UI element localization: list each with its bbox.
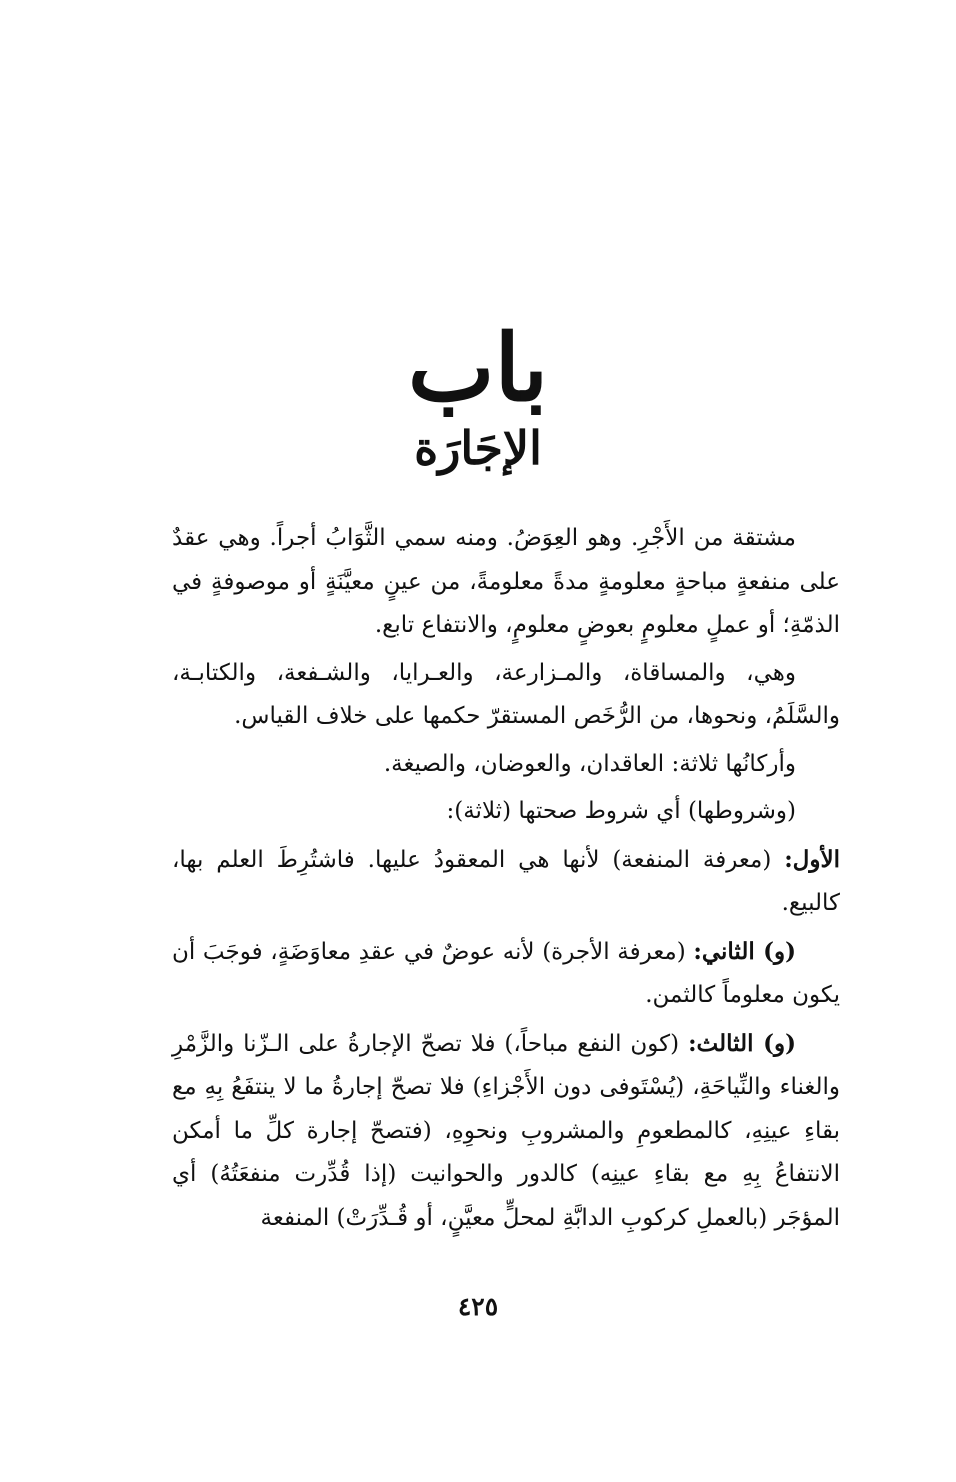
paragraph-lead: (و) الثاني: [693, 937, 796, 965]
paragraph-exceptions [172, 652, 840, 739]
paragraph-text: (كون النفع مباحاً،) فلا تصحّ الإجارةُ على الـزّنا والزَّمْرِ والغناء والنِّياحَةِ، (يُسْتَوفى دون الأَجْزاءِ) فلا تصحّ إجارةُ ما لا ينتفَعُ بِهِ مع بقاءِ عينِهِ، كالمطعومِ والمشروبِ ونحوِهِ، (فتصحّ إجارة كلِّ ما أمكن الانتفاعُ بِهِ مع بقاءِ عينِه) كالدور والحوانيت (إذا قُدِّرت منفعَتُهُ) أي المؤجَر (بالعملِ كركوبِ الدابَّةِ لمحلٍّ معيَّنٍ، أو قُـدِّرَتْ) المنفعة [172, 1030, 840, 1231]
page-number: ٤٢٥ [457, 1292, 499, 1321]
paragraph-conditions [172, 790, 840, 834]
paragraph-text: (وشروطها) أي شروط صحتها (ثلاثة): [446, 798, 796, 824]
paragraph-text: (معرفة الأجرة) لأنه عوضٌ في عقدِ معاوَضَةٍ، فوجَبَ أن يكون معلوماً كالثمن. [172, 938, 840, 1008]
paragraph-text: (معرفة المنفعة) لأنها هي المعقودُ عليها. فاشتُرِطَ العلم بها، كالبيع. [172, 846, 840, 916]
paragraph-condition-second [172, 930, 840, 1018]
paragraph-text: وهي، والمساقاة، والمـزارعة، والعـرايا، والشـفعة، والكتابـة، والسَّلَمُ، ونحوها، من الرُّخَص المستقرّ حكمها على خلاف القياس. [172, 659, 840, 729]
paragraph-text: مشتقة من الأَجْرِ. وهو العِوَضُ. ومنه سمي الثَّوَابُ أجراً. وهي عقدٌ على منفعةٍ مباحةٍ معلومةٍ مدةً معلومةً، من عينٍ معيَّنَةٍ أو موصوفةٍ في الذمّةِ؛ أو عملٍ معلومٍ بعوضٍ معلومٍ، والانتفاع تابع. [172, 525, 840, 638]
paragraph-pillars [172, 743, 840, 787]
paragraph-lead: الأول: [784, 845, 841, 873]
chapter-heading: باب [407, 314, 549, 422]
page-body [172, 517, 840, 1244]
paragraph-condition-first [172, 838, 840, 926]
paragraph-definition [172, 517, 840, 648]
paragraph-text: وأركانُها ثلاثة: العاقدان، والعوضان، والصيغة. [383, 750, 796, 777]
paragraph-lead: (و) الثالث: [688, 1029, 797, 1057]
chapter-title: الإجَارَة [414, 421, 542, 475]
paragraph-condition-third [172, 1022, 840, 1241]
